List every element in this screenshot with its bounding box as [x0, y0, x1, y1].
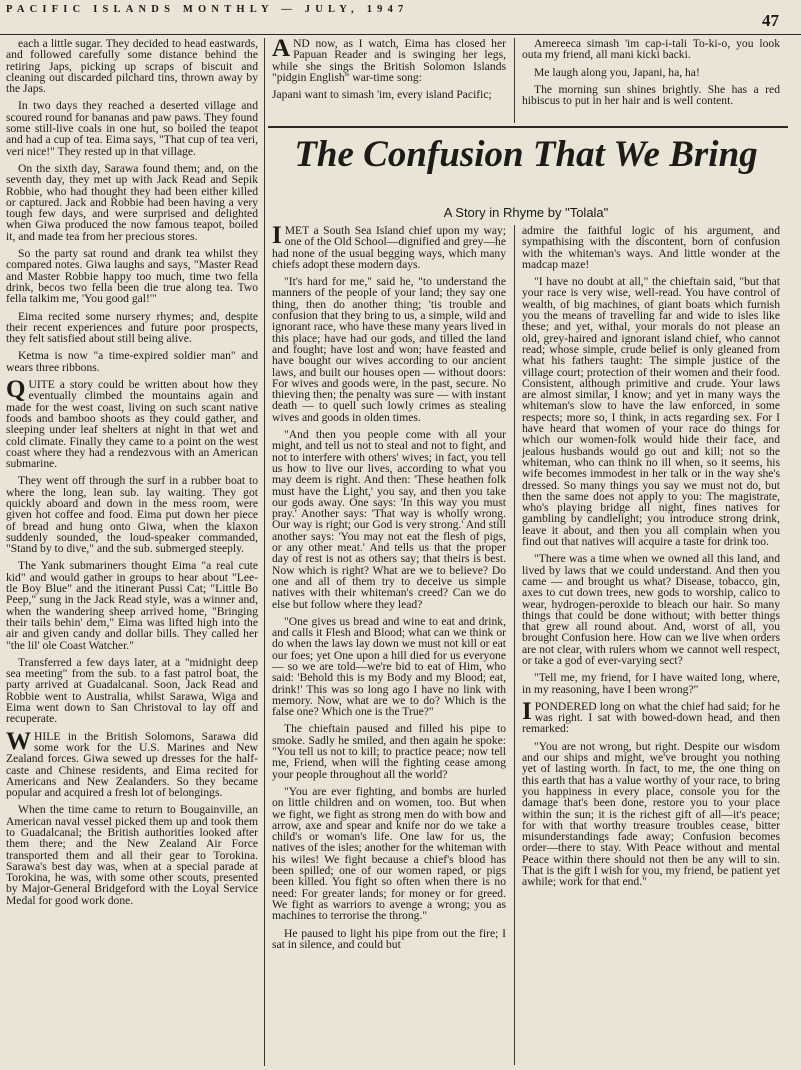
paragraph: In two days they reached a deserted village and scoured round for bananas and paw paws. They found some still-live coals in one hut, so boiled the teapot and had a cup of tea. Eima says, "That cup of tea veri, veri nice!" They rested up in that village.	[6, 99, 258, 158]
column-divider	[514, 38, 515, 123]
column-left	[6, 38, 258, 912]
paragraph	[6, 376, 258, 471]
column-right	[522, 225, 780, 894]
paragraph: Ketma is now "a time-expired soldier man" and wears three ribbons.	[6, 349, 258, 374]
column-middle	[272, 222, 506, 956]
drop-cap: I	[272, 222, 282, 249]
article-subtitle: A Story in Rhyme by "Tolala"	[443, 205, 609, 220]
column-divider	[264, 38, 265, 1066]
paragraph: On the sixth day, Sarawa found them; and, on the seventh day, they met up with Jack Read and Sepik Robbie, who had thought they had been either killed or captured. Jack and Robbie had been having a very tough few days, and were surprised and delighted when Giwa produced the now famous teapot, boiled it, and made tea from her precious stores.	[6, 161, 258, 243]
paragraph: The morning sun shines brightly. She has a red hibiscus to put in her hair and is well content.	[522, 82, 780, 108]
drop-cap: A	[272, 35, 291, 62]
page-header	[0, 0, 801, 35]
paragraph: When the time came to return to Bougainville, an American naval vessel picked them up and took them to Guadalcanal; the British authorities looked after them there; and the New Zealand Air Force transported them and all their gear to Torokina. Sarawa's best day was, when at a special parade at Torokina, he was, with some other scouts, presented by Major-General Bridgeford with the Loyal Service Medal for good work done.	[6, 803, 258, 907]
paragraph: They went off through the surf in a rubber boat to where the long, lean sub. lay waiting. They got quickly aboard and down in the mess room, were given hot coffee and food. Eima put down her piece of bread and hung onto Giwa, when the klaxon suddenly sounded, the loud-speaker commanded, "Stand by to dive," and the sub. submerged steeply.	[6, 474, 258, 556]
paragraph: admire the faithful logic of his argument, and sympathising with the discontent, born of confusion with the whiteman's ways. And little wonder at the madcap maze!	[522, 224, 780, 271]
column-divider	[514, 225, 515, 1065]
column-top-middle	[272, 35, 506, 106]
paragraph: "One gives us bread and wine to eat and drink, and calls it Flesh and Blood; what can we think or do when the laws lay down we must not kill or eat our foes; yet One upon a hill died for us everyone — so we are told—we're bid to eat of Him, who said: 'Behold this is my Body and my Blood; eat, drink!' This was so long ago I have no link with memory. Now, what are we to do? Which is the false one? Which one is the True?"	[272, 614, 506, 719]
paragraph: Transferred a few days later, at a "midnight deep sea meeting" from the sub. to a fast patrol boat, the party arrived at Guadalcanal. Soon, Jack Read and Robbie went to Australia, whilst Sarawa, Wiga and Eima went down to San Christoval to lay off and recuperate.	[6, 655, 258, 726]
verse: Amereeca simash 'im cap-i-tali To-ki-o, you look outa my friend, all mani kicki backi.	[522, 37, 780, 62]
column-top-right	[522, 38, 780, 112]
paragraph-text: HILE in the British Solomons, Sarawa did some work for the U.S. Marines and New Zealand forces. Giwa sewed up dresses for the half-caste and Chinese residents, and Eima recited for Americans and New Zealanders. So they became popular and acquired a fresh lot of belongings.	[6, 729, 258, 800]
paragraph: "Tell me, my friend, for I have waited long, where, in my reasoning, have I been wrong?"	[522, 671, 780, 696]
page-number: 47	[762, 11, 779, 30]
paragraph: "It's hard for me," said he, "to understand the manners of the people of your land; they say one thing, then do another thing; 'tis trouble and confusion that they bring to us, a simple, wild and ignorant race, who have these many years lived in this place; have had our gods, and tilled the land and fought; have lost and won; have feasted and have bought our wives according to our ancient laws, and built our houses open — without doors: For wives and goods were, in the past, secure. No thieving then; the penalty was sure — with instant death — to quell such lowly crimes as stealing wives and goods in olden times.	[272, 275, 506, 424]
paragraph: each a little sugar. They decided to head eastwards, and followed carefully some distance behind the retiring Japs, picking up scraps of biscuit and cleaning out discarded pilchard tins, thrown away by the Japs.	[6, 37, 258, 96]
paragraph: "And then you people come with all your might, and tell us not to steal and not to fight, and not to interfere with others' wives; in fact, you tell us how to live our lives, according to what you may deem is right. And then: 'These heathen folk must have the Light,' you say, and then you take our gods away. One says: 'In this way you must pray.' Another says: 'That way is wholly wrong. Our way is right; our God is very strong.' And still another says: 'You may not eat the flesh of pigs, or any other meat.' And tells us that the proper day of rest is not as others say; that theirs is best. Now which is right? What are we to believe? Do one and all of them try to deceive us simple natives with their whiteman's creed? Can we do else but follow where they lead?	[272, 428, 506, 611]
paragraph: "I have no doubt at all," the chieftain said, "but that your race is very wise, well-read. You have control of wealth, of big machines, of giant boats which furnish you the means of travelling far and wide to isles like these; and yet, withal, your morals do not please an old, grey-haired and ignorant island chief, who cannot read; whose simple, crude belief is only gleaned from what his fathers taught: The simple justice of the village court; protection of their women and their food. Consistent, although primitive and crude. Your laws are almost similar, I know; and yet in many ways the whiteman's slow to have the law enforced, in some respects; more so, I think, in acts regarding sex. For I have heard that women of your race do things for which our women-folk would hide their face, and jealous husbands would go out and kill; not so the whiteman, who can think no ill when, so it seems, his wife becomes immodest in her talk or in the way she's dressed. So many things you say we must not do, but then the same does not apply to you: The magistrate, who's playing bridge all night, fines natives for gambling by candlelight; you introduce strong drink, leave it about, and then you all complain when you find out that natives will acquire a taste for drink too.	[522, 275, 780, 549]
paragraph: "There was a time when we owned all this land, and lived by laws that we could understand. And then you came — and brought us what? Disease, tobacco, gin, axes to cut down trees, new gods to worship, calico to wear, hydrogen-peroxide to bleach our hair. So many things that could be done without; with better things that grew all round about. And, worst of all, you brought Confusion here. How can we live when orders are not clear, with rulers whom we cannot well respect, or take a god of ever-varying sect?	[522, 552, 780, 667]
drop-cap: W	[6, 727, 31, 755]
paragraph: The chieftain paused and filled his pipe to smoke. Sadly he smiled, and then again he spoke: "You tell us not to kill; to practice peace; now tell me, Friend, when will the fighting cease among your people throughout all the world?	[272, 722, 506, 781]
paragraph: "You are ever fighting, and bombs are hurled on little children and on women, too. But when we fight, we fight as strong men do with bow and arrow, axe and spear and knife nor do we take a child's or woman's life. One law for us, the natives of the isles; another for the whiteman with his wiles! We fight because a chief's blood has been spilled; one of our women raped, or pigs been killed. You fight so often when there is no need: For greater lands; for money or for greed. We fight as warriors to avenge a wrong; you as machines to terrorise the throng."	[272, 784, 506, 923]
paragraph: "You are not wrong, but right. Despite our wisdom and our ships and might, we've brought you nothing yet of lasting worth. In fact, to me, the one thing on this earth that has a value worthy of your race, to bring you happiness in every place, console you for the damage that's been done, restore you to your place within the sun; it is the richest gift of all—it's peace; for with that worthy treasure troubles cease, bitter misunderstandings fade away; Confusion becomes order—there to stay. With Peace without and mental Peace within there should not then be any will to sin. That is the gift I wish for you, my friend, be patient yet awhile; work for that end."	[522, 739, 780, 889]
paragraph	[6, 727, 258, 800]
paragraph: The Yank submariners thought Eima "a real cute kid" and would gather in groups to hear about "Lee-tle Boy Blue" and the itinerant Pussi Cat; "Little Bo Peep," sung in the Jack Read style, was a winner and, when the wandering sheep arrived home, "Bringing their tails behin' dem," Eima was lifted high into the air and given candy and dollar bills. They called her "the lil' ole Coast Watcher."	[6, 559, 258, 652]
paragraph-text: ND now, as I watch, Eima has closed her Papuan Reader and is swinging her legs, while she sings the British Solomon Islands "pidgin English" war-time song:	[272, 37, 506, 84]
drop-cap: Q	[6, 376, 26, 404]
paragraph: He paused to light his pipe from out the fire; I sat in silence, and could but	[272, 926, 506, 951]
paragraph-text: MET a South Sea Island chief upon my way; one of the Old School—dignified and grey—he had none of the usual begging ways, which many chiefs adopt these modern days.	[272, 224, 506, 271]
paragraph-text: UITE a story could be written about how they eventually climbed the mountains again and made for the west coast, living on such scant native foods and bamboo shoots as they could gather, and sleeping under leaf shelters at night in that wet and cold climate. Finally they came to a point on the west coast where they had a rendezvous with an American submarine.	[6, 378, 258, 471]
article-title: The Confusion That We Bring	[294, 134, 758, 175]
paragraph: Eima recited some nursery rhymes; and, despite their recent experiences and future poor prospects, they felt satisfied about still being alive.	[6, 309, 258, 346]
section-divider	[268, 126, 788, 128]
paragraph-text: PONDERED long on what the chief had said; for he was right. I sat with bowed-down head, and then remarked:	[522, 699, 780, 736]
running-head: PACIFIC ISLANDS MONTHLY — JULY, 1947	[6, 4, 409, 15]
paragraph	[272, 222, 506, 271]
paragraph	[522, 697, 780, 736]
paragraph	[272, 35, 506, 84]
verse: Japani want to simash 'im, every island Pacific;	[272, 88, 492, 102]
verse: Me laugh along you, Japani, ha, ha!	[534, 65, 700, 79]
paragraph: So the party sat round and drank tea whilst they compared notes. Giwa laughs and says, "Master Read and Master Robbie happy too much, time two fella drink, becos two fella been die true along tea. Two fella talkim me, 'You good gal!'"	[6, 247, 258, 306]
drop-cap: I	[522, 697, 532, 725]
